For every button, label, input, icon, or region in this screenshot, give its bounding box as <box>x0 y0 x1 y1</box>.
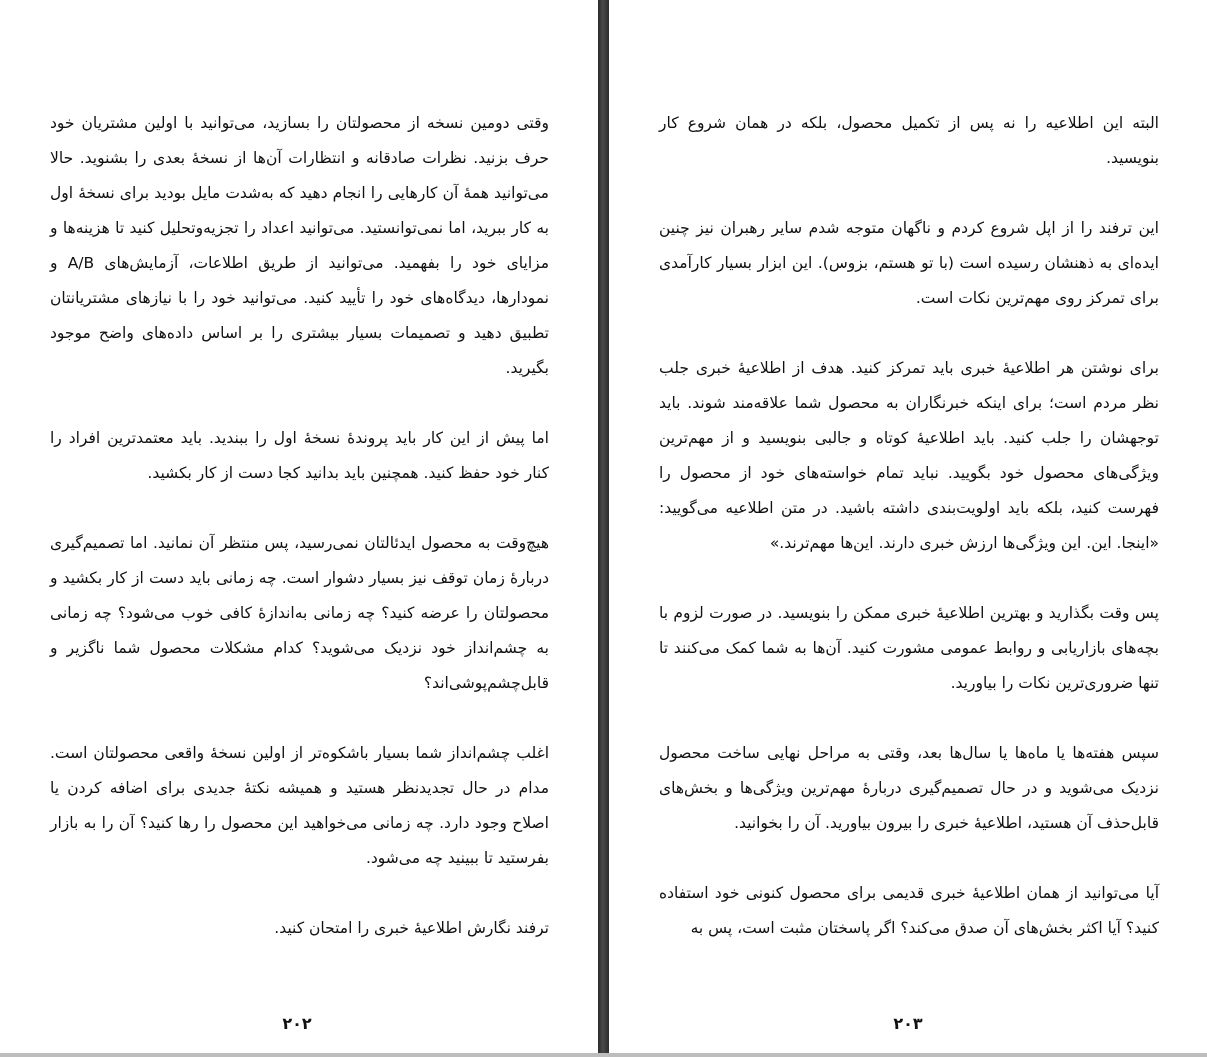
paragraph: هیچ‌وقت به محصول ایدئالتان نمی‌رسید، پس منتظر آن نمانید. اما تصمیم‌گیری دربارهٔ زمان توقف نیز بسیار دشوار است. چه زمانی باید دست از کار بکشید و محصولتان را عرضه کنید؟ چه زمانی به‌اندازهٔ کافی خوب می‌شود؟ چه زمانی به چشم‌انداز خود نزدیک می‌شوید؟ کدام مشکلات محصول شما ناگزیر و قابل‌چشم‌پوشی‌اند؟ <box>50 534 549 692</box>
paragraph: البته این اطلاعیه را نه پس از تکمیل محصول، بلکه در همان شروع کار بنویسید. <box>659 114 1159 167</box>
paragraph: این ترفند را از اپل شروع کردم و ناگهان متوجه شدم سایر رهبران نیز چنین ایده‌ای به ذهنشان رسیده است (با تو هستم، بزوس). این ابزار بسیار کارآمدی برای تمرکز روی مهم‌ترین نکات است. <box>659 219 1159 307</box>
paragraph: وقتی دومین نسخه از محصولتان را بسازید، می‌توانید با اولین مشتریان خود حرف بزنید. نظرات صادقانه و انتظارات آن‌ها از نسخهٔ بعدی را بشنوید. حالا می‌توانید همهٔ آن کارهایی را انجام دهید که به‌شدت مایل بودید برای نسخهٔ اول به کار ببرید، اما نمی‌توانستید. می‌توانید اعداد را تجزیه‌وتحلیل کنید تا هزینه‌ها و مزایای خود را بفهمید. می‌توانید از طریق اطلاعات، آزمایش‌های A/B و نمودارها، دیدگاه‌های خود را تأیید کنید. می‌توانید خود را با نیازهای مشتریانتان تطبیق دهید و تصمیمات بسیار بیشتری را بر اساس داده‌های واضح موجود بگیرید. <box>50 114 549 377</box>
paragraph: برای نوشتن هر اطلاعیهٔ خبری باید تمرکز کنید. هدف از اطلاعیهٔ خبری جلب نظر مردم است؛ برای اینکه خبرنگاران به محصول شما علاقه‌مند شوند. باید توجهشان را جلب کنید. باید اطلاعیهٔ کوتاه و جالبی بنویسید و از مهم‌ترین ویژگی‌های محصول خود بگویید. نباید تمام خواسته‌های خود از محصول را فهرست کنید، بلکه باید اولویت‌بندی داشته باشید. در متن اطلاعیه می‌گویید: «اینجا. این. این ویژگی‌ها ارزش خبری دارند. این‌ها مهم‌ترند.» <box>659 359 1159 552</box>
book-spine <box>598 0 609 1057</box>
page-number-right: ۲۰۳ <box>893 1014 923 1033</box>
paragraph: اما پیش از این کار باید پروندهٔ نسخهٔ اول را ببندید. باید معتمدترین افراد را کنار خود حفظ کنید. همچنین باید بدانید کجا دست از کار بکشید. <box>50 429 549 482</box>
left-page <box>0 0 598 1053</box>
page-bottom-edge <box>0 1053 1207 1057</box>
paragraph: آیا می‌توانید از همان اطلاعیهٔ خبری قدیمی برای محصول کنونی خود استفاده کنید؟ آیا اکثر بخش‌های آن صدق می‌کند؟ اگر پاسختان مثبت است، پس به <box>659 884 1159 937</box>
left-page-text <box>50 106 549 981</box>
right-page <box>609 0 1207 1053</box>
right-page-text <box>659 106 1159 981</box>
page-number-left: ۲۰۲ <box>282 1014 312 1033</box>
paragraph: سپس هفته‌ها یا ماه‌ها یا سال‌ها بعد، وقتی به مراحل نهایی ساخت محصول نزدیک می‌شوید و در حال تصمیم‌گیری دربارهٔ مهم‌ترین ویژگی‌ها و بخش‌های قابل‌حذف آن هستید، اطلاعیهٔ خبری را بیرون بیاورید. آن را بخوانید. <box>659 744 1159 832</box>
paragraph: پس وقت بگذارید و بهترین اطلاعیهٔ خبری ممکن را بنویسید. در صورت لزوم با بچه‌های بازاریابی و روابط عمومی مشورت کنید. آن‌ها به شما کمک می‌کنند تا تنها ضروری‌ترین نکات را بیاورید. <box>659 604 1159 692</box>
paragraph: ترفند نگارش اطلاعیهٔ خبری را امتحان کنید. <box>274 919 549 937</box>
paragraph: اغلب چشم‌انداز شما بسیار باشکوه‌تر از اولین نسخهٔ واقعی محصولتان است. مدام در حال تجدیدنظر هستید و همیشه نکتهٔ جدیدی برای اضافه کردن یا اصلاح وجود دارد. چه زمانی می‌خواهید این محصول را رها کنید؟ آن را به بازار بفرستید تا ببینید چه می‌شود. <box>50 744 549 867</box>
